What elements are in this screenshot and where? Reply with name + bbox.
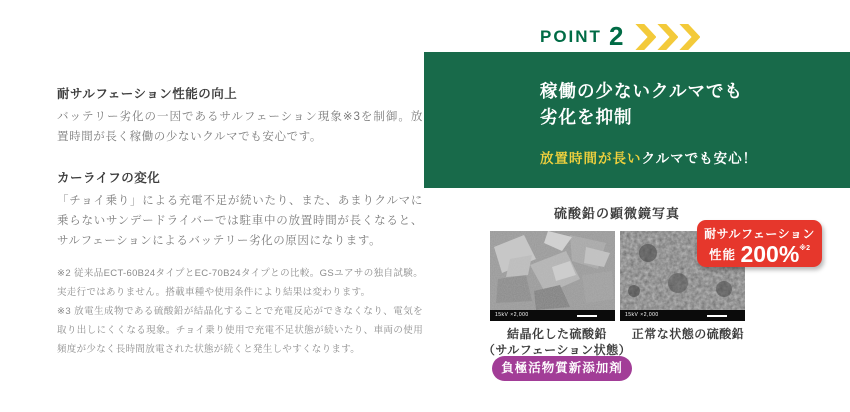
additive-tag: 負極活物質新添加剤 xyxy=(492,356,632,381)
footnote-2: ※2 従来品ECT-60B24タイプとEC-70B24タイプとの比較。GSユアサの独自試験。実走行ではありません。搭載車種や使用条件により結果は変わります。 xyxy=(57,268,423,298)
caption-normal-line1: 正常な状態の硫酸鉛 xyxy=(631,327,745,341)
footnote-3: ※3 放電生成物である硫酸鉛が結晶化することで充電反応ができなくなり、電気を取り出しにくくなる現象。チョイ乗り使用で充電不足状態が続いたり、車両の使用頻度が少なく長時間放電された状態が続くと発生しやすくなります。 xyxy=(57,306,423,355)
footnotes xyxy=(57,264,423,359)
performance-badge-note-ref: ※2 xyxy=(799,245,810,252)
banner-subline-highlight: 放置時間が長い xyxy=(540,151,642,166)
section2-body: 「チョイ乗り」による充電不足が続いたり、また、あまりクルマに乗らないサンデードライバーでは駐車中の放置時間が長くなると、サルフェーションによるバッテリー劣化の原因になります。 xyxy=(57,195,423,247)
banner-headline xyxy=(540,78,757,130)
sem-scale-bar xyxy=(620,310,745,321)
section1-heading: 耐サルフェーション性能の向上 xyxy=(57,87,238,101)
banner-headline-line2: 劣化を抑制 xyxy=(540,107,633,127)
photo-section-title: 硫酸鉛の顕微鏡写真 xyxy=(553,206,680,221)
sem-scale-bar xyxy=(490,310,615,321)
performance-badge-label: 性能 xyxy=(709,248,737,262)
point-number: 2 xyxy=(608,20,624,51)
performance-badge-value: 200% xyxy=(740,241,800,267)
banner-subline-rest: クルマでも安心！ xyxy=(641,151,758,166)
sem-scale-text: 15kV ×2,000 xyxy=(495,312,529,318)
point-header xyxy=(540,22,701,52)
banner-subline xyxy=(540,147,757,167)
performance-badge-line2 xyxy=(697,241,822,268)
point-label: POINT xyxy=(540,27,602,46)
caption-normal xyxy=(618,327,758,343)
sem-scale-line xyxy=(577,315,597,317)
performance-badge-line1: 耐サルフェーション xyxy=(704,227,815,241)
chevron-right-icon xyxy=(635,24,656,50)
section1-body: バッテリー劣化の一因であるサルフェーション現象※3を制御。放置時間が長く稼働の少ないクルマでも安心です。 xyxy=(57,111,423,143)
benefit-banner xyxy=(424,52,850,188)
triple-chevron-right-icon xyxy=(635,24,701,50)
chevron-right-icon xyxy=(679,24,700,50)
banner-headline-line1: 稼働の少ないクルマでも xyxy=(540,81,743,101)
left-text-column xyxy=(57,84,423,359)
caption-crystallized-line1: 結晶化した硫酸鉛 xyxy=(506,327,607,341)
performance-badge xyxy=(697,220,822,267)
caption-crystallized-line2: （サルフェーション状態） xyxy=(482,342,632,357)
caption-crystallized xyxy=(478,327,636,358)
sem-scale-line xyxy=(707,315,727,317)
sem-crystal-texture xyxy=(490,231,615,310)
sem-image-crystallized xyxy=(490,231,615,321)
section2-heading: カーライフの変化 xyxy=(57,171,161,185)
chevron-right-icon xyxy=(657,24,678,50)
sem-scale-text: 15kV ×2,000 xyxy=(625,312,659,318)
